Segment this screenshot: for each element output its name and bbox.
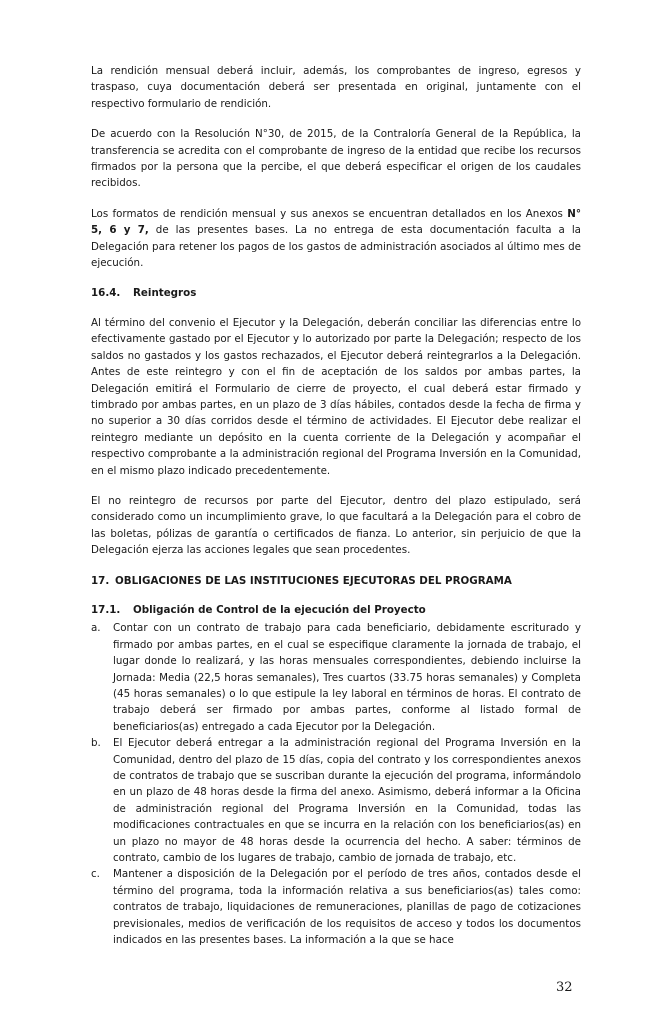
list-item-text: Contar con un contrato de trabajo para cada beneficiario, debidamente escriturado y firmado por ambas partes, en el cual se especifique claramente la jornada de trabajo, el lugar donde lo realizará, y las horas mensuales correspondientes, debiendo incluirse la Jornada: Media (22,5 horas semanales), Tres cuartos (33.75 horas semanales) y Completa (45 horas semanales) o lo que estipule la ley laboral en términos de horas. El contrato de trabajo deberá ser firmado por ambas partes, conforme al listado formal de beneficiarios(as) entregado a cada Ejecutor por la Delegación. — [113, 622, 581, 733]
paragraph-rendicion-mensual: La rendición mensual deberá incluir, además, los comprobantes de ingreso, egresos y traspaso, cuya documentación deberá ser presentada en original, juntamente con el respectivo formulario de rendición. — [91, 65, 581, 110]
paragraph-no-reintegro: El no reintegro de recursos por parte del Ejecutor, dentro del plazo estipulado, será considerado como un incumplimiento grave, lo que facultará a la Delegación para el cobro de las boletas, pólizas de garantía o certificados de fianza. Lo anterior, sin perjuicio de que la Delegación ejerza las acciones legales que sean procedentes. — [91, 494, 581, 557]
page-number: 32 — [556, 980, 573, 995]
list-item — [91, 735, 581, 866]
section-16-4-number: 16.4. — [91, 287, 121, 300]
paragraph-formatos-anexos-bold: N° 5, 6 y 7, — [91, 207, 581, 237]
list-item-text: Mantener a disposición de la Delegación por el período de tres años, contados desde el término del programa, toda la información relativa a sus beneficiarios(as) tales como: contratos de trabajo, liquidaciones de remuneraciones, planillas de pago de cotizaciones previsionales, medios de verificación de los requisitos de acceso y todos los documentos indicados en las presentes bases. La información a la que se hace — [113, 868, 581, 947]
section-16-4-title: Reintegros — [133, 287, 197, 300]
section-16-4-heading — [91, 285, 581, 301]
section-17-1-number: 17.1. — [91, 603, 121, 616]
section-17-1-title: Obligación de Control de la ejecución del Proyecto — [133, 603, 426, 616]
list-item-marker: c. — [91, 868, 100, 881]
section-17-1-heading — [91, 602, 581, 618]
paragraph-formatos-rendicion — [91, 206, 581, 272]
list-item-marker: b. — [91, 737, 101, 750]
paragraph-resolucion-30: De acuerdo con la Resolución N°30, de 2015, de la Contraloría General de la República, la transferencia se acredita con el comprobante de ingreso de la entidad que recibe los recursos firmados por la persona que la percibe, el que deberá especificar el origen de los caudales recibidos. — [91, 128, 581, 190]
paragraph-formatos-text-a: Los formatos de rendición mensual y sus anexos se encuentran detallados en los Anexos — [91, 207, 568, 220]
obligations-list — [91, 620, 581, 948]
page-content — [91, 63, 581, 949]
list-item-text: El Ejecutor deberá entregar a la administración regional del Programa Inversión en la Comunidad, dentro del plazo de 15 días, copia del contrato y los correspondientes anexos de contratos de trabajo que se suscriban durante la ejecución del programa, informándolo en un plazo de 48 horas desde la firma del anexo. Asimismo, deberá informar a la Oficina de administración regional del Programa Inversión en la Comunidad, todas las modificaciones contractuales en que se incurra en la relación con los beneficiarios(as) en un plazo no mayor de 48 horas desde la ocurrencia del hecho. A saber: términos de contrato, cambio de los lugares de trabajo, cambio de jornada de trabajo, etc. — [113, 737, 581, 865]
list-item — [91, 866, 581, 948]
paragraph-reintegros: Al término del convenio el Ejecutor y la Delegación, deberán conciliar las diferencias entre lo efectivamente gastado por el Ejecutor y lo autorizado por parte la Delegación; respecto de los saldos no gastados y los gastos rechazados, el Ejecutor deberá reintegrarlos a la Delegación. Antes de este reintegro y con el fin de aceptación de los saldos por ambas partes, la Delegación emitirá el Formulario de cierre de proyecto, el cual deberá estar firmado y timbrado por ambas partes, en un plazo de 3 días hábiles, contados desde la fecha de firma y no superior a 30 días corridos desde el término de actividades. El Ejecutor debe realizar el reintegro mediante un depósito en la cuenta corriente de la Delegación y acompañar el respectivo comprobante a la administración regional del Programa Inversión en la Comunidad, en el mismo plazo indicado precedentemente. — [91, 316, 581, 477]
section-17-heading — [91, 573, 581, 589]
list-item — [91, 620, 581, 735]
paragraph-formatos-text-b: de las presentes bases. La no entrega de esta documentación faculta a la Delegación para retener los pagos de los gastos de administración asociados al último mes de ejecución. — [91, 224, 581, 270]
section-17-number: 17. — [91, 574, 110, 587]
section-17-title: OBLIGACIONES DE LAS INSTITUCIONES EJECUTORAS DEL PROGRAMA — [115, 574, 512, 587]
list-item-marker: a. — [91, 622, 101, 635]
